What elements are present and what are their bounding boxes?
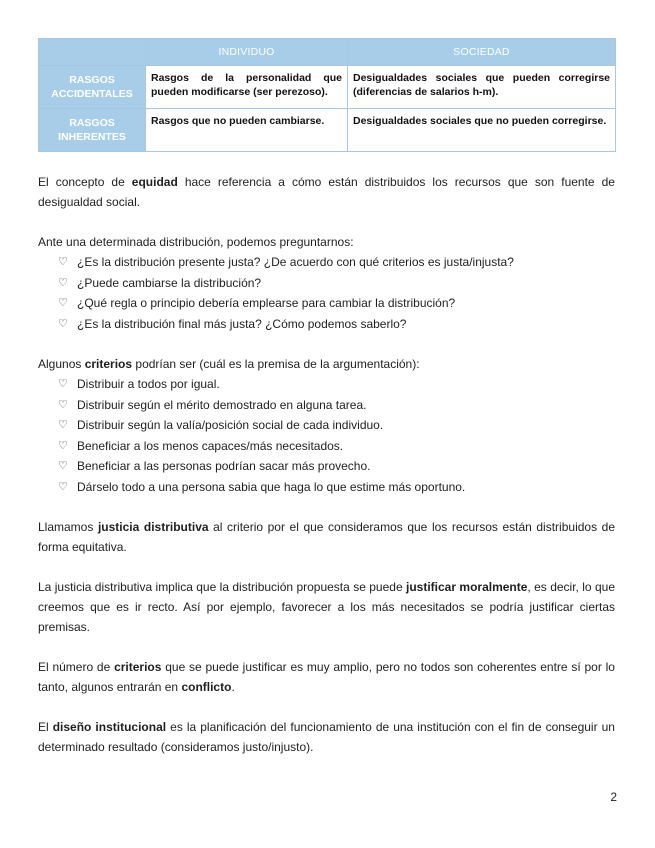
header-corner: [39, 39, 146, 66]
cell-accidentales-sociedad: Desigualdades sociales que pueden corregirse (diferencias de salarios h-m).: [348, 66, 616, 109]
list-item: ♡ Dárselo todo a una persona sabia que haga lo que estime más oportuno.: [58, 477, 615, 498]
list-item: ♡ ¿Qué regla o principio debería emplearse para cambiar la distribución?: [58, 293, 615, 314]
heart-outline-icon: ♡: [58, 276, 68, 289]
preguntas-list: [38, 252, 615, 334]
cell-inherentes-individuo: Rasgos que no pueden cambiarse.: [146, 109, 348, 152]
list-item: ♡ Beneficiar a los menos capaces/más necesitados.: [58, 436, 615, 457]
term-justicia-distributiva: justicia distributiva: [97, 520, 209, 534]
list-item: ♡ Distribuir a todos por igual.: [58, 374, 615, 395]
intro-preguntas: Ante una determinada distribución, podemos preguntarnos:: [38, 235, 354, 249]
heart-outline-icon: ♡: [58, 256, 68, 268]
heart-outline-icon: ♡: [58, 460, 68, 472]
paragraph-justicia-distributiva: Llamamos justicia distributiva al criterio por el que consideramos que los recursos están distribuidos de forma equitativa.: [38, 520, 616, 554]
row-header-accidentales: RASGOS ACCIDENTALES: [39, 66, 146, 109]
paragraph-conflicto: El número de criterios que se puede justificar es muy amplio, pero no todos son coherentes entre sí por lo tanto, algunos entrarán en conflicto.: [38, 660, 615, 694]
page-number: 2: [610, 790, 617, 804]
rasgos-table: [38, 38, 616, 152]
list-item: ♡ Beneficiar a las personas podrían sacar más provecho.: [58, 456, 615, 477]
table-row: [39, 66, 616, 109]
term-criterios-2: criterios: [114, 660, 162, 674]
list-item: ♡ Distribuir según la valía/posición social de cada individuo.: [58, 415, 615, 436]
row-header-inherentes: RASGOS INHERENTES: [39, 109, 146, 152]
heart-outline-icon: ♡: [58, 378, 68, 390]
list-item: ♡ ¿Puede cambiarse la distribución?: [58, 273, 615, 294]
intro-criterios: Algunos criterios podrían ser (cuál es la premisa de la argumentación):: [38, 357, 420, 371]
paragraph-equidad: El concepto de equidad hace referencia a cómo están distribuidos los recursos que son fuente de desigualdad social.: [38, 175, 615, 209]
page-content: [38, 38, 615, 757]
table-row: [39, 109, 616, 152]
cell-accidentales-individuo: Rasgos de la personalidad que pueden modificarse (ser perezoso).: [146, 66, 348, 109]
header-individuo: INDIVIDUO: [146, 39, 348, 66]
list-item: ♡ ¿Es la distribución final más justa? ¿Cómo podemos saberlo?: [58, 314, 615, 335]
paragraph-justificar-moralmente: La justicia distributiva implica que la distribución propuesta se puede justificar moralmente, es decir, lo que creemos que es ir recto. Así por ejemplo, favorecer a los más necesitados se podría justificar ciertas premisas.: [38, 580, 615, 634]
header-sociedad: SOCIEDAD: [348, 39, 616, 66]
heart-outline-icon: ♡: [58, 297, 68, 309]
criterios-list: [38, 374, 615, 497]
term-equidad: equidad: [131, 175, 178, 189]
term-diseno-institucional: diseño institucional: [52, 720, 167, 734]
heart-outline-icon: ♡: [58, 480, 68, 493]
heart-outline-icon: ♡: [58, 439, 68, 452]
term-justificar-moralmente: justificar moralmente: [406, 580, 528, 594]
heart-outline-icon: ♡: [58, 317, 68, 330]
list-item: ♡ Distribuir según el mérito demostrado en alguna tarea.: [58, 395, 615, 416]
heart-outline-icon: ♡: [58, 398, 68, 411]
term-criterios: criterios: [84, 357, 133, 371]
heart-outline-icon: ♡: [58, 419, 68, 431]
paragraph-diseno-institucional: El diseño institucional es la planificación del funcionamiento de una institución con el fin de conseguir un determinado resultado (consideramos justo/injusto).: [38, 720, 615, 754]
cell-inherentes-sociedad: Desigualdades sociales que no pueden corregirse.: [348, 109, 616, 152]
term-conflicto: conflicto: [181, 680, 232, 694]
list-item: ♡ ¿Es la distribución presente justa? ¿De acuerdo con qué criterios es justa/injusta?: [58, 252, 615, 273]
table-header-row: [39, 39, 616, 66]
